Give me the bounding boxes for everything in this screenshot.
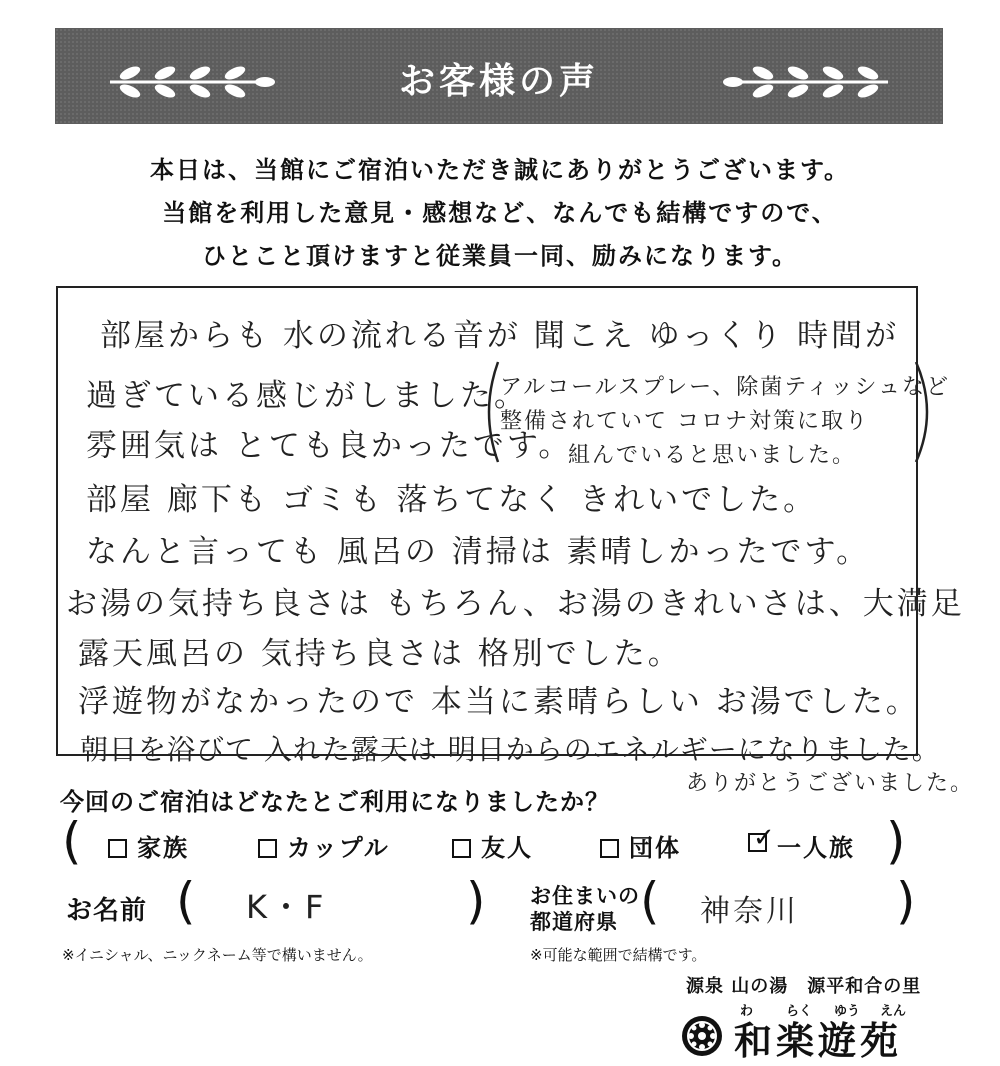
comment-thanks: ありがとうございました。 — [686, 771, 975, 796]
checkbox-checked[interactable] — [748, 833, 767, 852]
ruby-wa: わ — [740, 1004, 754, 1019]
option-couple[interactable]: カップル — [258, 828, 390, 863]
name-value[interactable]: K・F — [246, 888, 327, 926]
family-crest-icon — [680, 1014, 724, 1058]
intro-line-3: ひとこと頂けますと従業員一同、励みになります。 — [201, 242, 799, 270]
footer-subtitle: 源泉 山の湯 源平和合の里 — [686, 976, 922, 997]
pref-label-line1: お住まいの — [530, 884, 640, 908]
intro-line-2: 当館を利用した意見・感想など、なんでも結構ですので、 — [162, 199, 838, 227]
option-family[interactable]: 家族 — [108, 828, 189, 863]
brand-logo: 和楽遊苑 — [734, 1018, 903, 1063]
pref-value[interactable]: 神奈川 — [700, 894, 799, 929]
aside-line: 整備されていて コロナ対策に取り — [500, 409, 869, 434]
comment-line: 部屋からも 水の流れる音が 聞こえ ゆっくり 時間が — [100, 318, 900, 354]
pref-note: ※可能な範囲で結構です。 — [530, 946, 707, 964]
pref-label-line2: 都道府県 — [530, 910, 618, 934]
comment-line: なんと言っても 風呂の 清掃は 素晴しかったです。 — [86, 534, 871, 570]
pref-close-paren: ) — [896, 872, 916, 930]
checkbox[interactable] — [108, 839, 127, 858]
options-close-paren: ) — [886, 812, 906, 870]
ruby-raku: らく — [786, 1004, 813, 1019]
header-banner — [55, 28, 943, 124]
companion-question: 今回のご宿泊はどなたとご利用になりましたか？ — [60, 788, 610, 816]
comment-line: 部屋 廊下も ゴミも 落ちてなく きれいでした。 — [86, 482, 818, 518]
checkbox[interactable] — [258, 839, 277, 858]
pref-open-paren: ( — [640, 872, 660, 930]
comment-line: お湯の気持ち良さは もちろん、お湯のきれいさは、大満足 — [66, 586, 965, 622]
name-note: ※イニシャル、ニックネーム等で構いません。 — [62, 946, 373, 964]
checkbox[interactable] — [452, 839, 471, 858]
name-label: お名前 — [66, 896, 148, 926]
name-open-paren: ( — [176, 872, 196, 930]
comment-line: 露天風呂の 気持ち良さは 格別でした。 — [78, 636, 682, 672]
name-close-paren: ) — [466, 872, 486, 930]
ruby-yuu: ゆう — [834, 1004, 861, 1019]
option-solo[interactable]: ✓ 一人旅 — [748, 828, 855, 863]
ruby-en: えん — [880, 1004, 907, 1019]
option-group[interactable]: 団体 — [600, 828, 681, 863]
comment-line: 朝日を浴びて 入れた露天は 明日からのエネルギーになりました。 — [80, 733, 941, 766]
aside-line: アルコールスプレー、除菌ティッシュなど — [500, 375, 951, 400]
options-open-paren: ( — [62, 812, 82, 870]
intro-line-1: 本日は、当館にご宿泊いただき誠にありがとうございます。 — [149, 156, 851, 184]
laurel-right-icon — [723, 64, 893, 100]
checkbox[interactable] — [600, 839, 619, 858]
page-title: お客様の声 — [398, 61, 599, 102]
option-friends[interactable]: 友人 — [452, 828, 533, 863]
comment-line: 浮遊物がなかったので 本当に素晴らしい お湯でした。 — [78, 684, 920, 720]
comment-line: 過ぎている感じがしました。 — [86, 378, 528, 414]
comment-line: 雰囲気は とても良かったです。 — [86, 428, 573, 464]
aside-line: 組んでいると思いました。 — [568, 443, 857, 468]
